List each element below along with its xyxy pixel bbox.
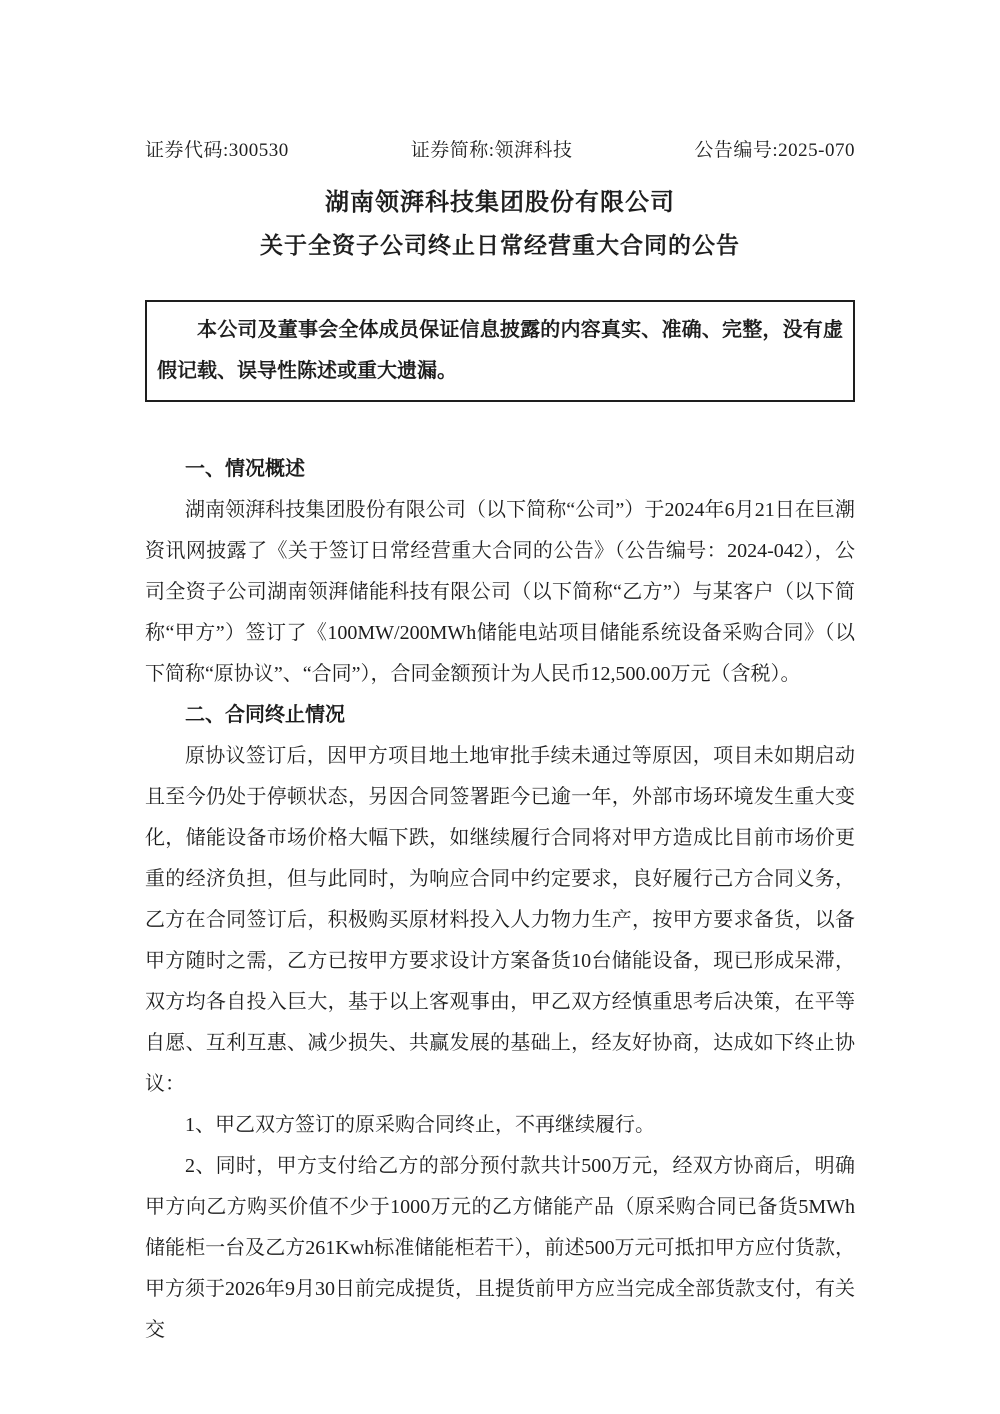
announcement-title: 关于全资子公司终止日常经营重大合同的公告 [260, 233, 740, 258]
termination-item-1: 1、甲乙双方签订的原采购合同终止，不再继续履行。 [185, 1114, 655, 1136]
section-2-heading: 二、合同终止情况 [185, 704, 345, 726]
section-1-paragraph: 湖南领湃科技集团股份有限公司（以下简称“公司”）于2024年6月21日在巨潮资讯网披露了《关于签订日常经营重大合同的公告》（公告编号：2024-042），公司全资子公司湖南领湃储能科技有限公司（以下简称“乙方”）与某客户（以下简称“甲方”）签订了《100MW/200MWh储能电站项目储能系统设备采购合同》（以下简称“原协议”、“合同”），合同金额预计为人民币12,500.00万元（含税）。 [145, 499, 855, 685]
termination-item-2: 2、同时，甲方支付给乙方的部分预付款共计500万元，经双方协商后，明确甲方向乙方购买价值不少于1000万元的乙方储能产品（原采购合同已备货5MWh储能柜一台及乙方261Kwh标准储能柜若干），前述500万元可抵扣甲方应付货款，甲方须于2026年9月30日前完成提货，且提货前甲方应当完成全部货款支付，有关交 [145, 1155, 855, 1341]
stock-abbreviation: 证券简称:领湃科技 [410, 140, 573, 161]
company-title: 湖南领湃科技集团股份有限公司 [325, 190, 675, 216]
disclaimer-box [145, 300, 855, 402]
disclaimer-text: 本公司及董事会全体成员保证信息披露的内容真实、准确、完整，没有虚假记载、误导性陈述或重大遗漏。 [157, 319, 843, 382]
section-2-paragraph: 原协议签订后，因甲方项目地土地审批手续未通过等原因，项目未如期启动且至今仍处于停顿状态，另因合同签署距今已逾一年，外部市场环境发生重大变化，储能设备市场价格大幅下跌，如继续履行合同将对甲方造成比目前市场价更重的经济负担，但与此同时，为响应合同中约定要求，良好履行己方合同义务，乙方在合同签订后，积极购买原材料投入人力物力生产，按甲方要求备货，以备甲方随时之需，乙方已按甲方要求设计方案备货10台储能设备，现已形成呆滞，双方均各自投入巨大，基于以上客观事由，甲乙双方经慎重思考后决策，在平等自愿、互利互惠、减少损失、共赢发展的基础上，经友好协商，达成如下终止协议： [145, 745, 855, 1095]
section-1-heading: 一、情况概述 [185, 458, 305, 480]
document-body [145, 449, 855, 1351]
announcement-number: 公告编号:2025-070 [694, 140, 855, 161]
stock-code: 证券代码:300530 [145, 140, 289, 161]
document-header [0, 0, 1000, 162]
